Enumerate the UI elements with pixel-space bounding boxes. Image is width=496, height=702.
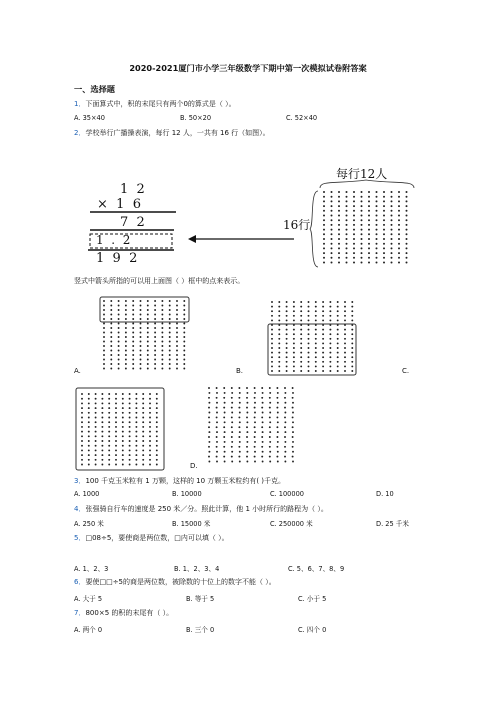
option-c: C. 250000 米 [270, 520, 313, 528]
dot-grid-option-a [100, 297, 190, 372]
choice-a-label: A. [74, 367, 81, 375]
question-number: 4． [74, 505, 86, 513]
top-brace [318, 176, 418, 190]
dot-grid-option-c [76, 388, 166, 470]
calc-row-3: 7 2 [120, 215, 145, 230]
left-brace [308, 189, 320, 269]
calc-row-1: 1 2 [120, 182, 145, 197]
option-c: C. 52×40 [286, 114, 318, 122]
option-a: A. 250 米 [74, 520, 104, 528]
rows-label: 16行 [283, 218, 311, 232]
question-text: 要使□□÷5的商是两位数，被除数的十位上的数字不能（ ）。 [85, 578, 276, 586]
question-4 [74, 504, 328, 514]
option-c: C. 四个 0 [298, 626, 327, 634]
choice-d-label: D. [190, 462, 198, 470]
question-number: 2． [74, 129, 86, 137]
option-d: D. 10 [376, 490, 394, 498]
question-1 [74, 99, 236, 109]
option-a: A. 1、2、3 [74, 565, 109, 573]
option-a: A. 35×40 [74, 114, 105, 122]
question-7 [74, 608, 173, 618]
question-text: 学校举行广播操表演，每行 12 人，一共有 16 行（如图）。 [85, 129, 270, 137]
option-b: B. 三个 0 [186, 626, 215, 634]
question-number: 1． [74, 100, 86, 108]
calc-row-5: 1 9 2 [96, 251, 138, 266]
dot-grid-main [320, 189, 414, 265]
question-number: 3． [74, 477, 86, 485]
option-b: B. 15000 米 [172, 520, 211, 528]
question-text: 800×5 的积的末尾有（ ）。 [85, 609, 174, 617]
question-number: 5． [74, 534, 86, 542]
calc-row-4: 1 . 2 [96, 233, 131, 247]
question-text: □08÷5，要使商是两位数，□内可以填（ ）。 [85, 534, 229, 542]
option-a: A. 大于 5 [74, 595, 103, 603]
question-text: 下面算式中，积的末尾只有两个0的算式是（ ）。 [85, 100, 236, 108]
question-text: 张强骑自行车的速度是 250 米／分。照此计算，他 1 小时所行的路程为（ ）。 [85, 505, 328, 513]
question-3 [74, 476, 285, 486]
question-number: 7． [74, 609, 86, 617]
question-2 [74, 128, 270, 138]
question-5 [74, 533, 229, 543]
sub-question: 竖式中箭头所指的可以用上面图（ ）框中的点来表示。 [74, 277, 245, 285]
option-c: C. 100000 [270, 490, 304, 498]
arrow-left-icon [188, 233, 298, 245]
option-b: B. 50×20 [180, 114, 212, 122]
option-c: C. 小于 5 [298, 595, 327, 603]
choice-c-label: C. [402, 367, 410, 375]
calc-row-2: × 1 6 [97, 197, 141, 212]
section-heading: 一、选择题 [74, 84, 115, 94]
question-text: 100 千克玉米粒有 1 万颗，这样的 10 万颗玉米粒约有( )千克。 [85, 477, 286, 485]
choice-b-label: B. [236, 367, 244, 375]
option-a: A. 1000 [74, 490, 100, 498]
option-b: B. 等于 5 [186, 595, 215, 603]
option-b: B. 1、2、3、4 [174, 565, 220, 573]
dot-grid-option-b [268, 298, 358, 376]
per-row-label: 每行12人 [336, 167, 388, 181]
option-d: D. 25 千米 [376, 520, 409, 528]
page-title: 2020-2021厦门市小学三年级数学下期中第一次模拟试卷附答案 [129, 63, 367, 73]
option-a: A. 两个 0 [74, 626, 103, 634]
question-number: 6． [74, 578, 86, 586]
option-c: C. 5、6、7、8、9 [288, 565, 345, 573]
question-6 [74, 577, 276, 587]
dot-grid-option-d [205, 384, 300, 466]
option-b: B. 10000 [172, 490, 202, 498]
